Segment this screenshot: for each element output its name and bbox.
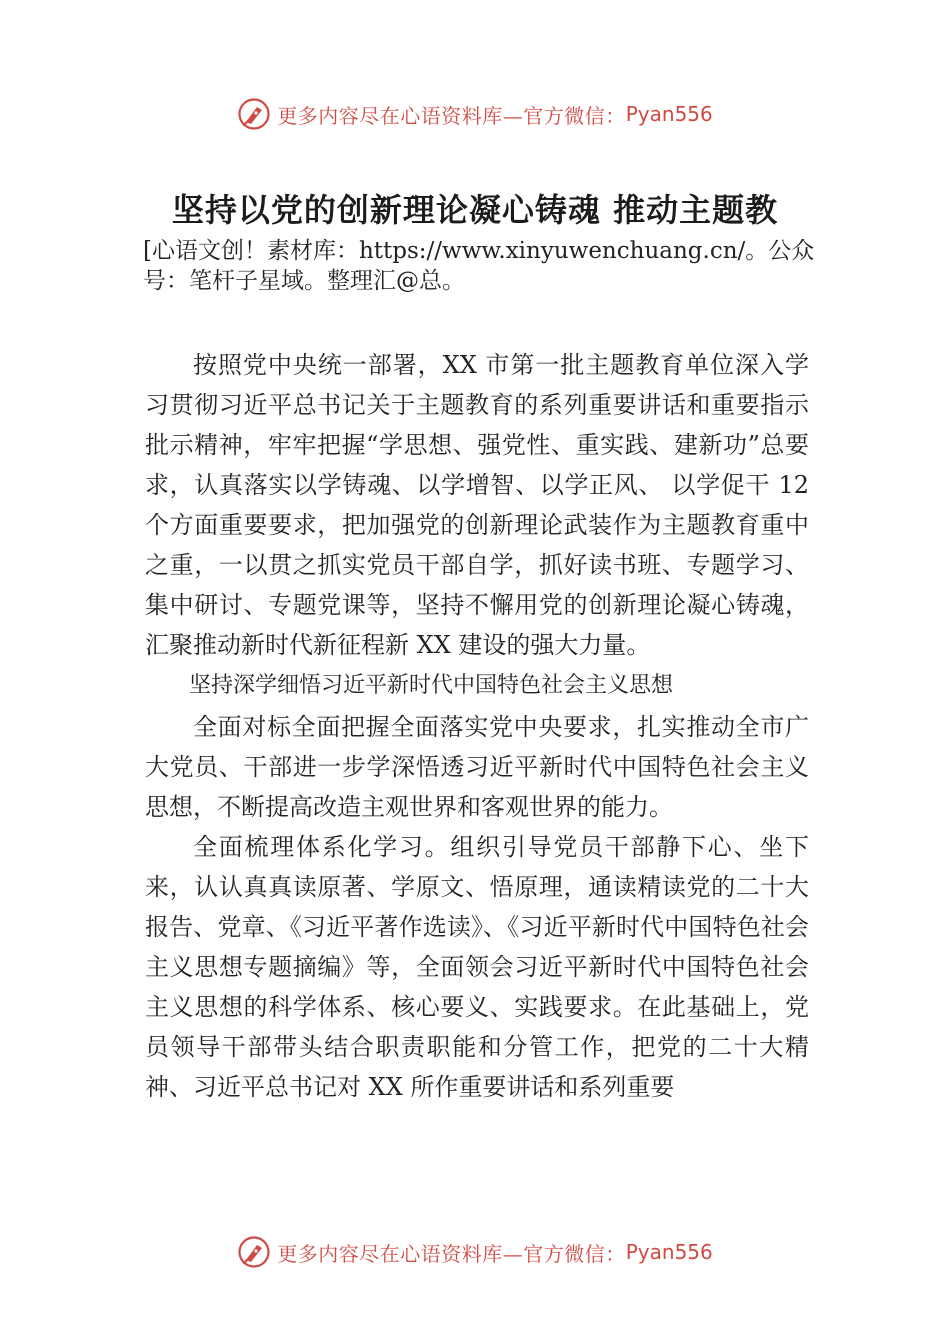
header-watermark bbox=[0, 94, 950, 134]
body-paragraph: 按照党中央统一部署，XX 市第一批主题教育单位深入学习贯彻习近平总书记关于主题教育的系列重要讲话和重要指示批示精神，牢牢把握“学思想、强党性、重实践、建新功”总要求，认真落实以学铸魂、以学增智、以学正风、 以学促干 12 个方面重要要求，把加强党的创新理论武装作为主题教育重中之重，一以贯之抓实党员干部自学，抓好读书班、专题学习、集中研讨、专题党课等，坚持不懈用党的创新理论凝心铸魂，汇聚推动新时代新征程新 XX 建设的强大力量。 bbox=[145, 351, 809, 659]
body-paragraph: 全面对标全面把握全面落实党中央要求，扎实推动全市广大党员、干部进一步学深悟透习近平新时代中国特色社会主义思想，不断提高改造主观世界和客观世界的能力。 bbox=[145, 713, 809, 821]
body-paragraph: 全面梳理体系化学习。组织引导党员干部静下心、坐下来，认认真真读原著、学原文、悟原理，通读精读党的二十大报告、党章、《习近平著作选读》、《习近平新时代中国特色社会主义思想专题摘编》等，全面领会习近平新时代中国特色社会主义思想的科学体系、核心要义、实践要求。在此基础上，党员领导干部带头结合职责职能和分管工作，把党的二十大精神、习近平总书记对 XX 所作重要讲话和系列重要 bbox=[145, 833, 809, 1101]
footer-watermark bbox=[0, 1232, 950, 1272]
pen-nib-logo-icon bbox=[237, 1235, 271, 1269]
section-heading: 坚持深学细悟习近平新时代中国特色社会主义思想 bbox=[189, 673, 674, 698]
watermark-text: 更多内容尽在心语资料库—官方微信： bbox=[277, 1241, 626, 1266]
document-title: 坚持以党的创新理论凝心铸魂 推动主题教 bbox=[171, 191, 779, 229]
document-body bbox=[145, 345, 809, 1107]
pen-nib-logo-icon bbox=[237, 97, 271, 131]
source-note: [心语文创！素材库：https://www.xinyuwenchuang.cn/。公众号：笔杆子星域。整理汇@总。 bbox=[143, 238, 815, 294]
watermark-text: 更多内容尽在心语资料库—官方微信： bbox=[277, 103, 626, 128]
watermark-wechat-id: Pyan556 bbox=[625, 102, 713, 126]
watermark-wechat-id: Pyan556 bbox=[625, 1240, 713, 1264]
